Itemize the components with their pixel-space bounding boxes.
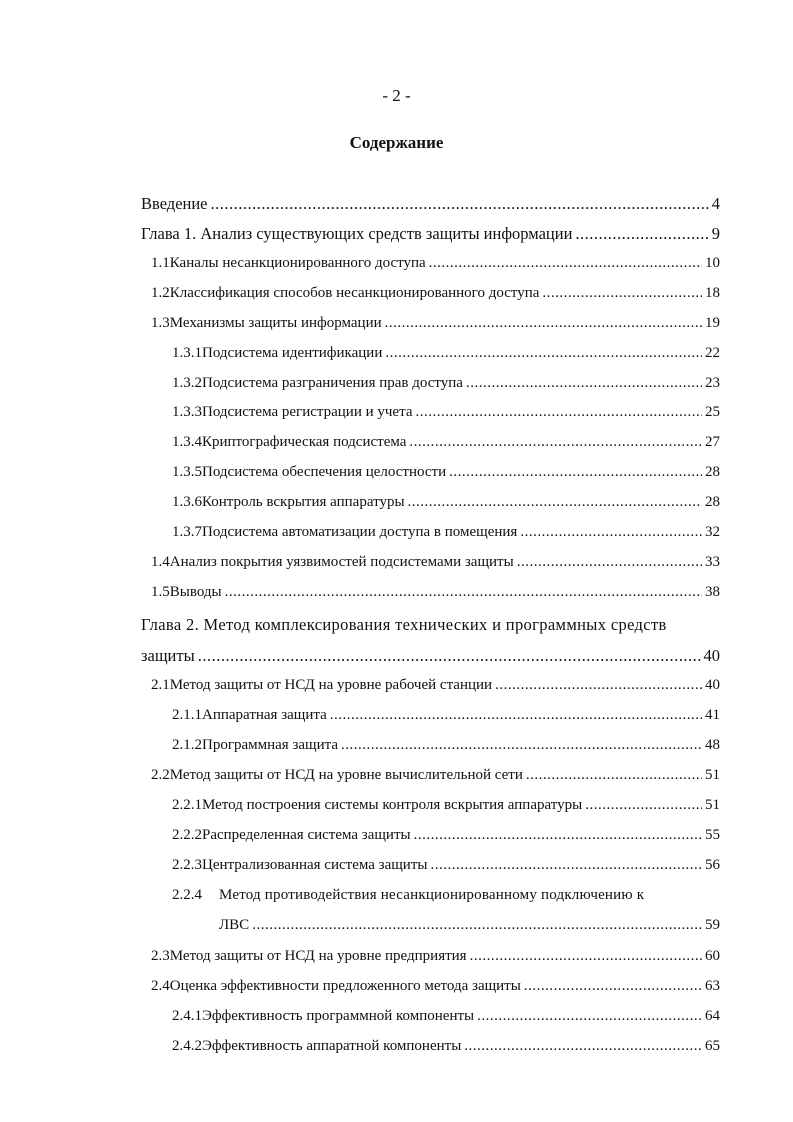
dot-leader <box>477 1008 702 1025</box>
toc-entry-title: Подсистема разграничения прав доступа <box>202 375 463 391</box>
toc-entry-number: 1.3 <box>151 315 170 331</box>
toc-entry-number: 2.2.1 <box>172 797 202 813</box>
toc-entry-page: 28 <box>705 494 720 510</box>
toc-entry-page: 64 <box>705 1008 720 1024</box>
toc-entry[interactable] <box>0 375 793 405</box>
toc-entry-page: 22 <box>705 345 720 361</box>
toc-entry-page: 65 <box>705 1038 720 1054</box>
toc-entry[interactable] <box>0 948 793 978</box>
dot-leader <box>430 857 702 874</box>
toc-entry[interactable] <box>0 285 793 315</box>
toc-entry-continuation[interactable] <box>0 646 793 676</box>
dot-leader <box>495 677 702 694</box>
toc-entry-page: 41 <box>705 707 720 723</box>
toc-entry-title: ЛВС <box>219 917 250 933</box>
toc-entry[interactable] <box>0 978 793 1008</box>
toc-entry-page: 56 <box>705 857 720 873</box>
toc-entry[interactable] <box>0 1008 793 1038</box>
toc-entry-number: 1.3.5 <box>172 464 202 480</box>
toc-entry-title: Эффективность программной компоненты <box>202 1008 475 1024</box>
toc-entry[interactable] <box>0 584 793 614</box>
toc-entry-title: Глава 2. Метод комплексирования технических и программных средств <box>141 615 667 634</box>
dot-leader <box>408 494 702 511</box>
toc-entry[interactable] <box>0 404 793 434</box>
toc-entry-title: Метод защиты от НСД на уровне предприятия <box>169 948 467 964</box>
toc-entry-page: 59 <box>705 917 720 933</box>
dot-leader <box>526 767 702 784</box>
toc-entry[interactable] <box>0 827 793 857</box>
toc-entry-number: 1.3.6 <box>172 494 202 510</box>
toc-entry[interactable] <box>0 707 793 737</box>
toc-entry-number: 2.1 <box>151 677 170 693</box>
toc-entry-number: 1.3.4 <box>172 434 202 450</box>
toc-entry-page: 27 <box>705 434 720 450</box>
dot-leader <box>211 194 709 214</box>
toc-entry[interactable] <box>0 1038 793 1068</box>
dot-leader <box>409 434 702 451</box>
dot-leader <box>252 917 702 934</box>
toc-entry-title: защиты <box>141 646 195 665</box>
toc-entry-number: 1.3.3 <box>172 404 202 420</box>
toc-entry-title: Эффективность аппаратной компоненты <box>202 1038 462 1054</box>
toc-entry-number: 2.4.2 <box>172 1038 202 1054</box>
toc-entry-title: Подсистема автоматизации доступа в помещения <box>202 524 518 540</box>
toc-entry-title: Метод защиты от НСД на уровне рабочей станции <box>169 677 493 693</box>
dot-leader <box>225 584 702 601</box>
dot-leader <box>466 375 702 392</box>
toc-entry-number: 2.3 <box>151 948 170 964</box>
toc-entry-page: 10 <box>705 255 720 271</box>
toc-entry-title: Криптографическая подсистема <box>202 434 407 450</box>
toc-entry-title: Подсистема регистрации и учета <box>202 404 413 420</box>
dot-leader <box>429 255 702 272</box>
toc-entry-title: Контроль вскрытия аппаратуры <box>202 494 405 510</box>
dot-leader <box>330 707 702 724</box>
toc-entry-number: 2.1.2 <box>172 737 202 753</box>
toc-entry[interactable] <box>0 797 793 827</box>
toc-entry-title: Распределенная система защиты <box>202 827 411 843</box>
dot-leader <box>575 224 708 244</box>
toc-entry[interactable] <box>0 434 793 464</box>
toc-entry-page: 28 <box>705 464 720 480</box>
toc-entry[interactable] <box>0 194 793 224</box>
toc-entry-number: 2.2.2 <box>172 827 202 843</box>
toc-entry-page: 60 <box>705 948 720 964</box>
toc-entry-page: 55 <box>705 827 720 843</box>
dot-leader <box>585 797 702 814</box>
toc-entry-number: 2.1.1 <box>172 707 202 723</box>
toc-entry[interactable] <box>0 554 793 584</box>
toc-entry-page: 23 <box>705 375 720 391</box>
toc-entry-page: 33 <box>705 554 720 570</box>
toc-entry-title: Глава 1. Анализ существующих средств защиты информации <box>141 224 573 243</box>
toc-entry-number: 2.4.1 <box>172 1008 202 1024</box>
toc-entry-number: 1.4 <box>151 554 170 570</box>
toc-entry-page: 51 <box>705 767 720 783</box>
toc-entry-title: Введение <box>141 194 208 213</box>
toc-entry[interactable] <box>0 494 793 524</box>
toc-entry-page: 4 <box>711 194 720 213</box>
dot-leader <box>385 315 702 332</box>
page-number: - 2 - <box>382 86 411 105</box>
toc-entry-page: 40 <box>705 677 720 693</box>
toc-entry-title: Программная защита <box>202 737 339 753</box>
dot-leader <box>198 646 701 666</box>
dot-leader <box>385 345 702 362</box>
toc-entry-number: 1.2 <box>151 285 170 301</box>
toc-entry-title: Каналы несанкционированного доступа <box>169 255 426 271</box>
toc-entry-page: 48 <box>705 737 720 753</box>
toc-entry-title: Подсистема идентификации <box>202 345 383 361</box>
toc-entry[interactable] <box>0 857 793 887</box>
dot-leader <box>520 524 702 541</box>
toc-entry[interactable] <box>0 887 793 917</box>
dot-leader <box>341 737 702 754</box>
toc-entry-title: Аппаратная защита <box>202 707 327 723</box>
toc-entry[interactable] <box>0 224 793 254</box>
toc-entry-page: 9 <box>711 224 720 243</box>
toc-entry[interactable] <box>0 524 793 554</box>
toc-entry-title: Анализ покрытия уязвимостей подсистемами защиты <box>169 554 514 570</box>
toc-entry-number: 1.3.2 <box>172 375 202 391</box>
toc-entry-number: 2.2.3 <box>172 857 202 873</box>
toc-entry[interactable] <box>0 315 793 345</box>
toc-entry-page: 25 <box>705 404 720 420</box>
toc-entry-number: 2.2 <box>151 767 170 783</box>
toc-entry-number: 2.4 <box>151 978 170 994</box>
dot-leader <box>449 464 702 481</box>
toc-entry-title: Выводы <box>169 584 222 600</box>
toc-entry-title: Подсистема обеспечения целостности <box>202 464 447 480</box>
toc-entry[interactable] <box>0 677 793 707</box>
toc-entry-page: 38 <box>705 584 720 600</box>
page-title: Содержание <box>349 133 444 152</box>
dot-leader <box>542 285 702 302</box>
toc-entry-title: Метод построения системы контроля вскрытия аппаратуры <box>202 797 583 813</box>
toc-entry[interactable] <box>0 737 793 767</box>
toc-entry-number: 1.5 <box>151 584 170 600</box>
toc-entry-continuation[interactable] <box>0 917 793 947</box>
dot-leader <box>470 948 702 965</box>
toc-entry-number: 1.3.1 <box>172 345 202 361</box>
toc-entry-page: 19 <box>705 315 720 331</box>
toc-entry-number: 1.1 <box>151 255 170 271</box>
toc-entry-page: 51 <box>705 797 720 813</box>
toc-entry-number: 1.3.7 <box>172 524 202 540</box>
toc-entry[interactable] <box>0 255 793 285</box>
toc-entry-number: 2.2.4 <box>172 887 202 903</box>
toc-entry-title: Метод защиты от НСД на уровне вычислительной сети <box>169 767 523 783</box>
toc-entry-page: 32 <box>705 524 720 540</box>
toc-entry-page: 63 <box>705 978 720 994</box>
toc-entry-title: Классификация способов несанкционированного доступа <box>169 285 540 301</box>
dot-leader <box>415 404 702 421</box>
toc-entry[interactable] <box>0 464 793 494</box>
dot-leader <box>414 827 702 844</box>
dot-leader <box>464 1038 702 1055</box>
toc-entry-title: Оценка эффективности предложенного метода защиты <box>169 978 521 994</box>
toc-entry-title: Централизованная система защиты <box>202 857 428 873</box>
dot-leader <box>517 554 702 571</box>
dot-leader <box>524 978 702 995</box>
toc-entry-page: 40 <box>703 646 720 665</box>
toc-entry[interactable] <box>0 615 793 645</box>
toc-entry[interactable] <box>0 345 793 375</box>
toc-entry-page: 18 <box>705 285 720 301</box>
toc-entry[interactable] <box>0 767 793 797</box>
toc-entry-title: Механизмы защиты информации <box>169 315 382 331</box>
toc-entry-title: Метод противодействия несанкционированному подключению к <box>219 887 645 903</box>
